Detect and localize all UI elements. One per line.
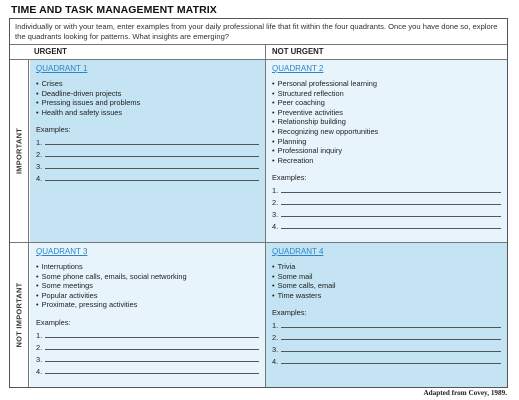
- list-item: • Pressing issues and problems: [36, 98, 259, 108]
- example-input-rule[interactable]: [45, 372, 259, 374]
- example-input-rule[interactable]: [45, 143, 259, 145]
- example-number: 4.: [36, 366, 43, 376]
- example-input-rule[interactable]: [281, 350, 501, 352]
- list-item: • Recognizing new opportunities: [272, 127, 501, 137]
- example-line[interactable]: [272, 183, 501, 195]
- quadrant-title: QUADRANT 2: [272, 64, 324, 73]
- example-line[interactable]: [36, 340, 259, 352]
- list-item: • Time wasters: [272, 291, 501, 301]
- quadrant-title: QUADRANT 4: [272, 247, 324, 256]
- list-item: • Structured reflection: [272, 89, 501, 99]
- example-input-rule[interactable]: [45, 360, 259, 362]
- example-number: 4.: [36, 174, 43, 184]
- quadrant-2: [266, 60, 507, 242]
- column-divider: [265, 60, 266, 387]
- quadrant-1: [30, 60, 265, 242]
- row-label-important: IMPORTANT: [14, 127, 24, 175]
- list-item: • Some phone calls, emails, social networking: [36, 272, 259, 282]
- example-input-rule[interactable]: [45, 179, 259, 181]
- example-line[interactable]: [272, 354, 501, 366]
- example-number: 2.: [36, 342, 43, 352]
- quadrant-item-list: [36, 262, 259, 310]
- example-line[interactable]: [272, 342, 501, 354]
- quadrant-item-list: [272, 262, 501, 300]
- quadrant-item-list: [272, 79, 501, 165]
- list-item: • Crises: [36, 79, 259, 89]
- list-item: • Popular activities: [36, 291, 259, 301]
- example-number: 3.: [36, 162, 43, 172]
- example-line[interactable]: [36, 364, 259, 376]
- example-input-rule[interactable]: [281, 227, 501, 229]
- example-line[interactable]: [272, 207, 501, 219]
- list-item: • Recreation: [272, 156, 501, 166]
- example-input-rule[interactable]: [281, 362, 501, 364]
- example-input-rule[interactable]: [45, 167, 259, 169]
- list-item: • Professional inquiry: [272, 146, 501, 156]
- example-input-rule[interactable]: [45, 155, 259, 157]
- example-input-rule[interactable]: [281, 191, 501, 193]
- quadrant-3: [30, 243, 265, 387]
- example-number: 2.: [272, 333, 279, 343]
- column-header-row: [10, 44, 507, 60]
- example-number: 1.: [272, 321, 279, 331]
- list-item: • Personal professional learning: [272, 79, 501, 89]
- list-item: • Some calls, email: [272, 281, 501, 291]
- list-item: • Relationship building: [272, 117, 501, 127]
- list-item: • Trivia: [272, 262, 501, 272]
- example-number: 3.: [272, 345, 279, 355]
- list-item: • Deadline-driven projects: [36, 89, 259, 99]
- example-line[interactable]: [36, 135, 259, 147]
- example-line[interactable]: [272, 318, 501, 330]
- example-input-rule[interactable]: [281, 326, 501, 328]
- example-line[interactable]: [36, 171, 259, 183]
- example-line[interactable]: [272, 195, 501, 207]
- example-input-rule[interactable]: [281, 338, 501, 340]
- example-number: 4.: [272, 222, 279, 232]
- example-line[interactable]: [36, 328, 259, 340]
- example-number: 1.: [36, 330, 43, 340]
- example-line[interactable]: [272, 219, 501, 231]
- example-input-rule[interactable]: [45, 348, 259, 350]
- matrix-frame: [9, 18, 508, 388]
- page-title: TIME AND TASK MANAGEMENT MATRIX: [11, 4, 217, 16]
- list-item: • Proximate, pressing activities: [36, 300, 259, 310]
- example-number: 2.: [36, 150, 43, 160]
- example-input-rule[interactable]: [281, 215, 501, 217]
- intro-text: Individually or with your team, enter examples from your daily professional life that fit within the four quadrants. Once you have done so, explore the quadrants looking for patterns. What insights are emerging?: [15, 22, 498, 41]
- list-item: • Interruptions: [36, 262, 259, 272]
- example-input-rule[interactable]: [281, 203, 501, 205]
- row-divider: [10, 242, 507, 243]
- quadrant-title: QUADRANT 1: [36, 64, 88, 73]
- example-line[interactable]: [36, 159, 259, 171]
- examples-label: Examples:: [272, 308, 307, 318]
- row-label-strip-important: [10, 60, 29, 242]
- list-item: • Health and safety issues: [36, 108, 259, 118]
- example-line[interactable]: [36, 147, 259, 159]
- example-number: 4.: [272, 357, 279, 367]
- example-number: 3.: [36, 354, 43, 364]
- examples-label: Examples:: [36, 317, 71, 327]
- example-line[interactable]: [272, 330, 501, 342]
- example-number: 1.: [272, 186, 279, 196]
- quadrant-item-list: [36, 79, 259, 117]
- examples-label: Examples:: [36, 125, 71, 135]
- row-label-not-important: NOT IMPORTANT: [14, 282, 24, 348]
- source-credit: Adapted from Covey, 1989.: [423, 389, 507, 397]
- example-line[interactable]: [36, 352, 259, 364]
- quadrant-4: [266, 243, 507, 387]
- column-header-urgent: URGENT: [34, 47, 67, 56]
- list-item: • Preventive activities: [272, 108, 501, 118]
- example-number: 3.: [272, 210, 279, 220]
- list-item: • Some mail: [272, 272, 501, 282]
- example-input-rule[interactable]: [45, 336, 259, 338]
- quadrant-title: QUADRANT 3: [36, 247, 88, 256]
- column-header-not-urgent: NOT URGENT: [272, 47, 324, 56]
- example-number: 2.: [272, 198, 279, 208]
- list-item: • Peer coaching: [272, 98, 501, 108]
- examples-label: Examples:: [272, 173, 307, 183]
- list-item: • Planning: [272, 137, 501, 147]
- column-header-divider: [265, 45, 266, 59]
- list-item: • Some meetings: [36, 281, 259, 291]
- row-label-strip-not-important: [10, 243, 29, 387]
- example-number: 1.: [36, 138, 43, 148]
